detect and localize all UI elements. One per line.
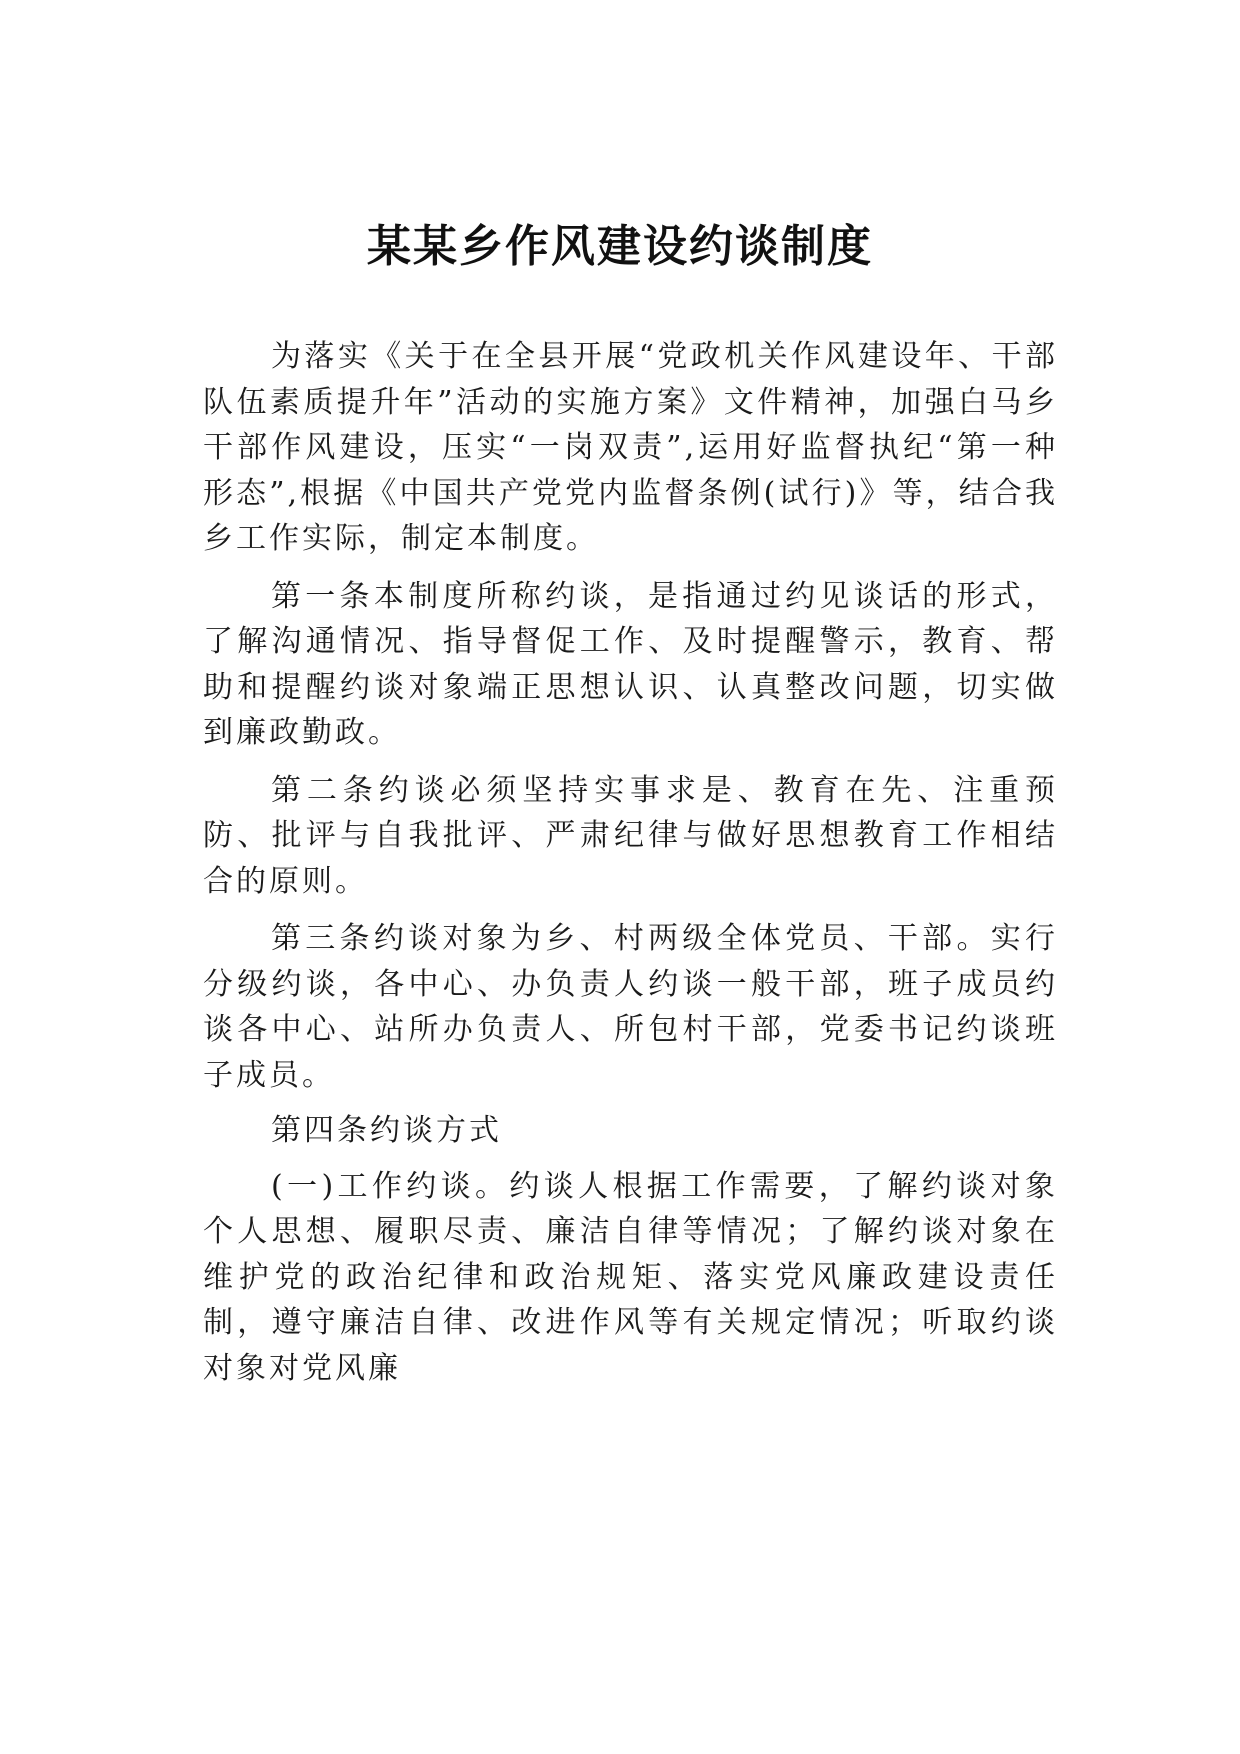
document-body [203,334,1058,1403]
paragraph-intro: 为落实《关于在全县开展“党政机关作风建设年、干部队伍素质提升年”活动的实施方案》文件精神，加强白马乡干部作风建设，压实“一岗双责”,运用好监督执纪“第一种形态”,根据《中国共产党党内监督条例(试行)》等，结合我乡工作实际，制定本制度。 [203,339,1058,556]
paragraph-article-2: 第二条约谈必须坚持实事求是、教育在先、注重预防、批评与自我批评、严肃纪律与做好思想教育工作相结合的原则。 [203,772,1058,899]
paragraph-article-4-item-1: (一)工作约谈。约谈人根据工作需要，了解约谈对象个人思想、履职尽责、廉洁自律等情况；了解约谈对象在维护党的政治纪律和政治规矩、落实党风廉政建设责任制，遵守廉洁自律、改进作风等有关规定情况；听取约谈对象对党风廉 [203,1168,1058,1386]
paragraph-article-4-heading: 第四条约谈方式 [271,1113,502,1148]
paragraph-article-3: 第三条约谈对象为乡、村两级全体党员、干部。实行分级约谈，各中心、办负责人约谈一般干部，班子成员约谈各中心、站所办负责人、所包村干部，党委书记约谈班子成员。 [203,921,1058,1093]
document-title: 某某乡作风建设约谈制度 [367,221,873,272]
paragraph-article-1: 第一条本制度所称约谈，是指通过约见谈话的形式，了解沟通情况、指导督促工作、及时提醒警示，教育、帮助和提醒约谈对象端正思想认识、认真整改问题，切实做到廉政勤政。 [203,578,1058,750]
